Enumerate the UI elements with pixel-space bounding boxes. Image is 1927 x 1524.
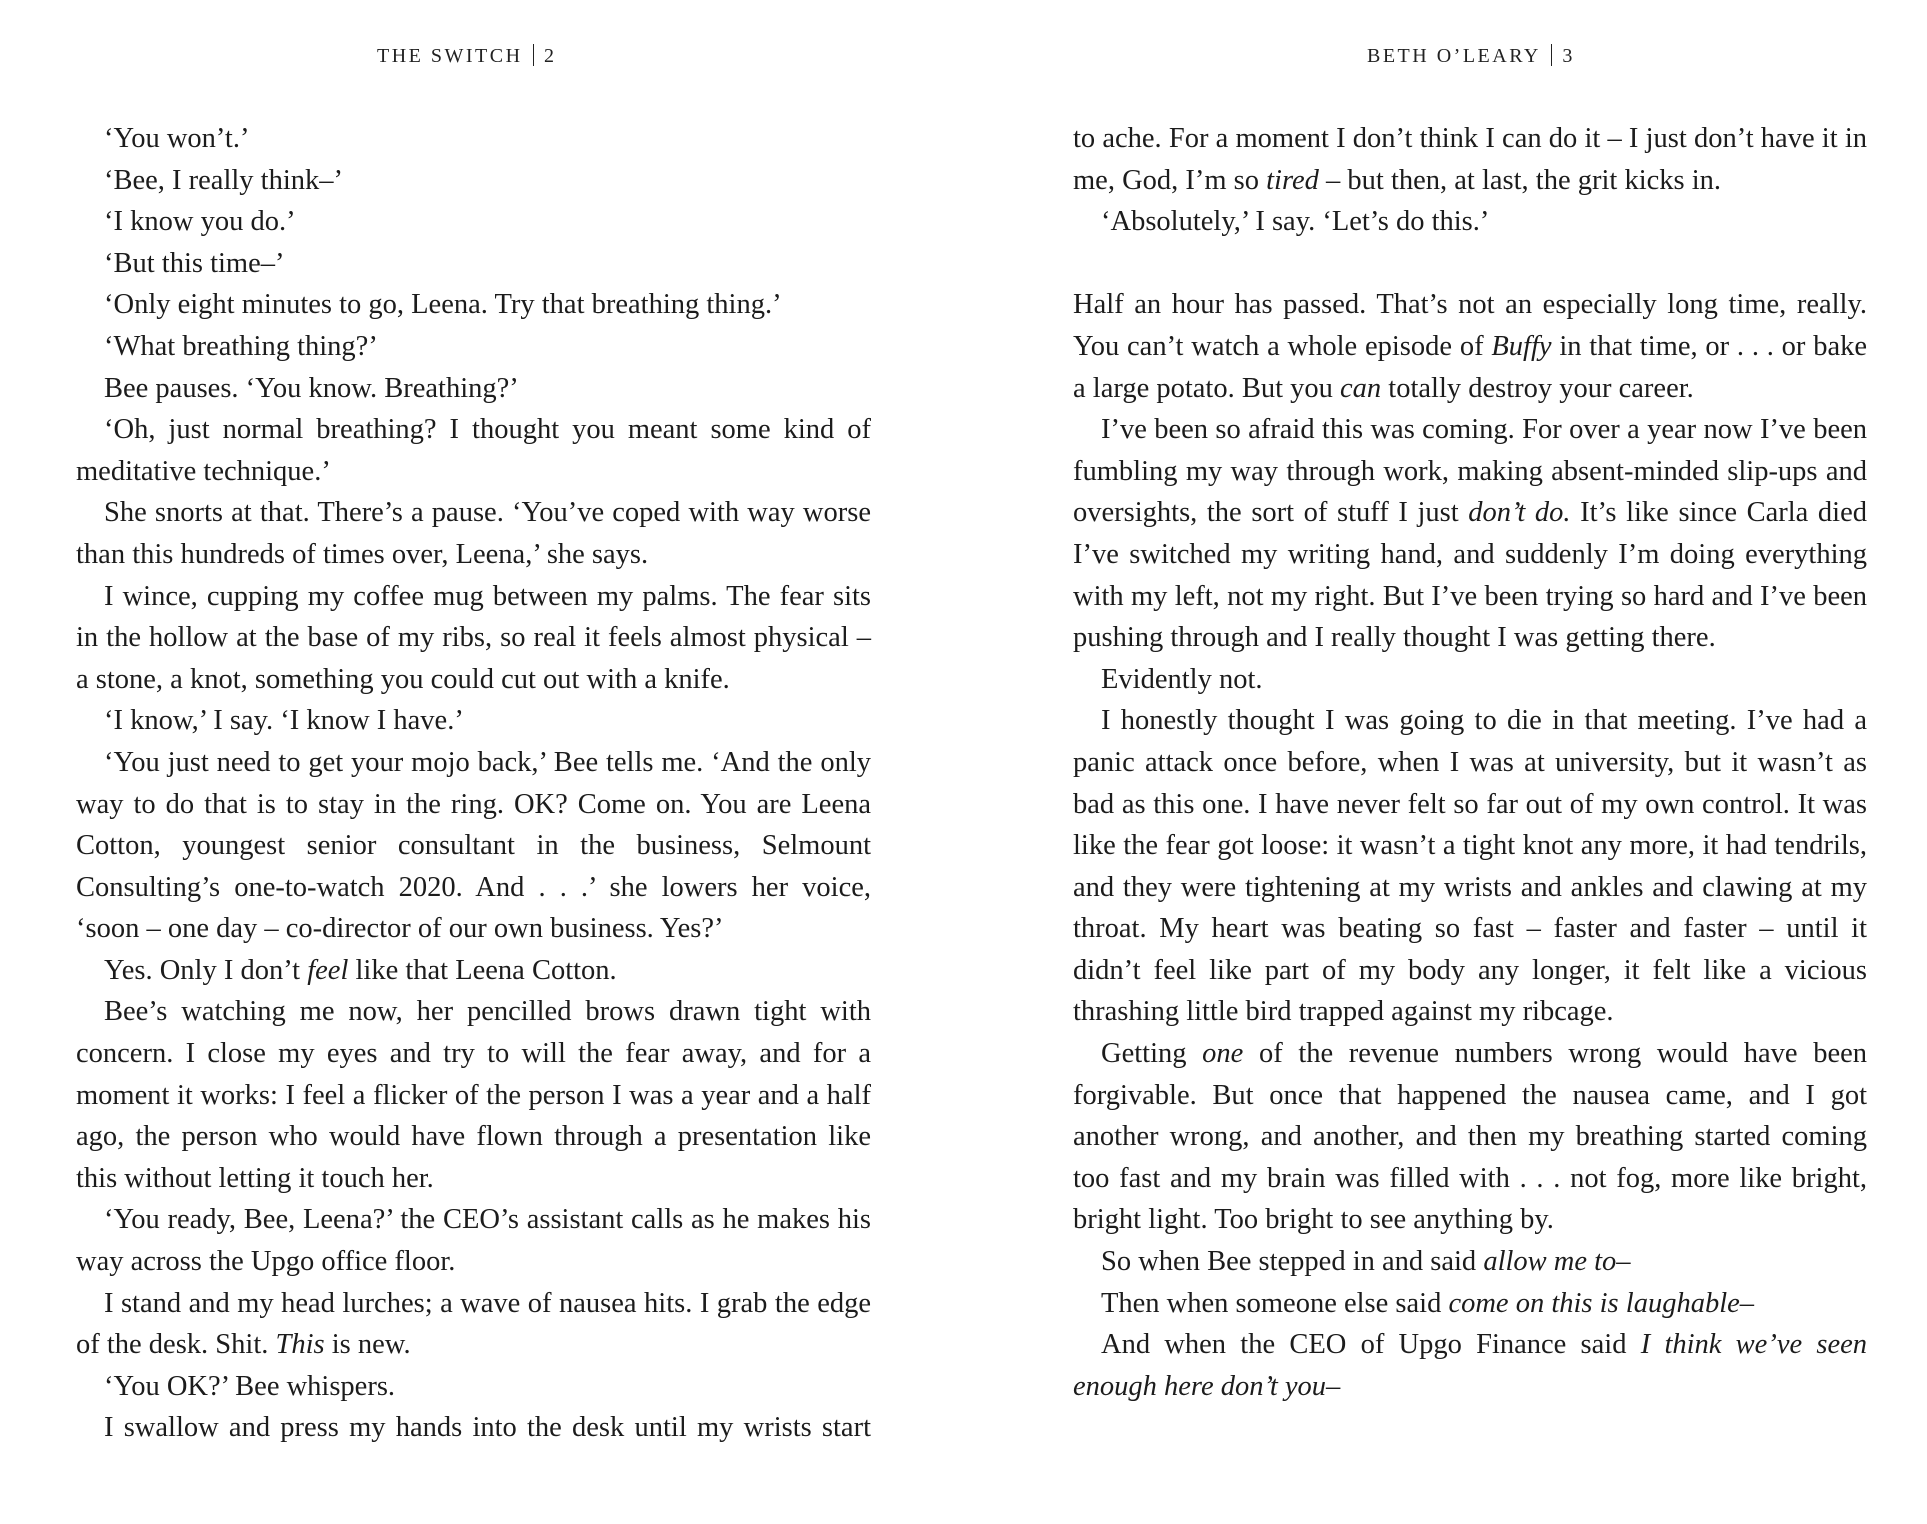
paragraph bbox=[76, 160, 871, 202]
italic-text: Buffy bbox=[1491, 330, 1552, 362]
paragraph bbox=[1073, 700, 1867, 1033]
body-text-right bbox=[1073, 118, 1867, 1407]
text-run: Yes. Only I don’t bbox=[104, 954, 308, 986]
italic-text: don’t do. bbox=[1468, 497, 1571, 529]
paragraph bbox=[76, 991, 871, 1199]
paragraph bbox=[76, 742, 871, 950]
italic-text: allow me to– bbox=[1483, 1246, 1631, 1278]
text-run: I swallow and press my hands into the desk until my wrists start bbox=[104, 1412, 871, 1444]
running-head-left bbox=[377, 44, 557, 68]
paragraph bbox=[76, 368, 871, 410]
italic-text: This bbox=[275, 1329, 325, 1361]
italic-text: one bbox=[1202, 1038, 1244, 1070]
right-page bbox=[963, 0, 1927, 1524]
italic-text: come on this is laughable– bbox=[1448, 1287, 1755, 1319]
text-run: totally destroy your career. bbox=[1381, 372, 1694, 404]
text-run: to ache. For a moment I don’t think I can do it – I just don’t have it in me, God, I’m so bbox=[1073, 123, 1867, 196]
text-run: So when Bee stepped in and said bbox=[1101, 1246, 1484, 1278]
paragraph bbox=[76, 409, 871, 492]
text-run: She snorts at that. There’s a pause. ‘You’ve coped with way worse than this hundreds of times over, Leena,’ she says. bbox=[76, 497, 871, 570]
book-title: THE SWITCH bbox=[377, 45, 523, 67]
italic-text: can bbox=[1340, 372, 1382, 404]
paragraph bbox=[76, 201, 871, 243]
paragraph bbox=[76, 576, 871, 701]
text-run: ‘I know,’ I say. ‘I know I have.’ bbox=[104, 705, 464, 737]
paragraph bbox=[1073, 1283, 1867, 1325]
text-run: ‘You OK?’ Bee whispers. bbox=[104, 1370, 396, 1402]
page-number: 3 bbox=[1562, 45, 1575, 67]
paragraph bbox=[1073, 1324, 1867, 1407]
page-number: 2 bbox=[544, 45, 557, 67]
paragraph bbox=[76, 1199, 871, 1282]
text-run: Getting bbox=[1101, 1038, 1203, 1070]
text-run: like that Leena Cotton. bbox=[348, 954, 617, 986]
text-run: I stand and my head lurches; a wave of nausea hits. I grab the edge of the desk. Shit. bbox=[76, 1287, 871, 1361]
paragraph bbox=[1073, 409, 1867, 659]
text-run: ‘But this time–’ bbox=[104, 247, 285, 279]
paragraph bbox=[76, 284, 871, 326]
paragraph bbox=[76, 950, 871, 992]
paragraph bbox=[1073, 201, 1867, 243]
paragraph bbox=[76, 1366, 871, 1408]
text-run: I wince, cupping my coffee mug between my palms. The fear sits in the hollow at the base of my ribs, so real it feels almost physical – a stone, a knot, something you could cut out with a knife. bbox=[76, 580, 871, 695]
text-run: ‘What breathing thing?’ bbox=[104, 330, 378, 362]
text-run: of the revenue numbers wrong would have been forgivable. But once that happened the nausea came, and I got another wrong, and another, and then my breathing started coming too fast and my brain was filled with . . . not fog, more like bright, bright light. Too bright to see anything by. bbox=[1073, 1038, 1867, 1236]
text-run: ‘Only eight minutes to go, Leena. Try that breathing thing.’ bbox=[104, 289, 782, 321]
paragraph bbox=[76, 1283, 871, 1366]
text-run: And when the CEO of Upgo Finance said bbox=[1101, 1329, 1641, 1361]
paragraph bbox=[76, 243, 871, 285]
italic-text: feel bbox=[307, 954, 349, 986]
italic-text: tired bbox=[1266, 164, 1319, 196]
text-run: ‘I know you do.’ bbox=[104, 206, 296, 238]
left-page bbox=[0, 0, 963, 1524]
paragraph bbox=[76, 118, 871, 160]
text-run: ‘Oh, just normal breathing? I thought you meant some kind of meditative technique.’ bbox=[76, 414, 871, 487]
text-run: ‘Absolutely,’ I say. ‘Let’s do this.’ bbox=[1101, 206, 1490, 238]
running-head-right bbox=[1367, 44, 1575, 68]
paragraph bbox=[76, 326, 871, 368]
text-run: – but then, at last, the grit kicks in. bbox=[1318, 164, 1722, 196]
text-run: is new. bbox=[324, 1329, 411, 1361]
text-run: in that time, or . . . or bake a large potato. But you bbox=[1073, 330, 1867, 404]
text-run: ‘You won’t.’ bbox=[104, 123, 250, 154]
text-run: ‘Bee, I really think–’ bbox=[104, 164, 343, 196]
paragraph bbox=[76, 492, 871, 575]
text-run: I honestly thought I was going to die in that meeting. I’ve had a panic attack once before, when I was at university, but it wasn’t as bad as this one. I have never felt so far out of my own control. It was like the fear got loose: it wasn’t a tight knot any more, it had tendrils, and they were tightening at my wrists and ankles and clawing at my throat. My heart was beating so fast – faster and faster – until it didn’t feel like part of my body any longer, it felt like a vicious thrashing little bird trapped against my ribcage. bbox=[1073, 705, 1867, 1028]
italic-text: I think we’ve seen enough here don’t you– bbox=[1073, 1329, 1867, 1402]
body-text-left bbox=[76, 118, 871, 1449]
text-run: Then when someone else said bbox=[1101, 1287, 1449, 1319]
author-name: BETH O’LEARY bbox=[1367, 45, 1541, 67]
text-run: ‘You just need to get your mojo back,’ Bee tells me. ‘And the only way to do that is to stay in the ring. OK? Come on. You are Leena Cotton, youngest senior consultant in the business, Selmount Consulting’s one-to-watch 2020. And . . .’ she lowers her voice, ‘soon – one day – co-director of our own business. Yes?’ bbox=[76, 746, 871, 945]
text-run: It’s like since Carla died I’ve switched my writing hand, and suddenly I’m doing everything with my left, not my right. But I’ve been trying so hard and I’ve been pushing through and I really thought I was getting there. bbox=[1073, 497, 1867, 654]
text-run: ‘You ready, Bee, Leena?’ the CEO’s assistant calls as he makes his way across the Upgo office floor. bbox=[76, 1204, 871, 1278]
paragraph bbox=[1073, 1241, 1867, 1283]
paragraph bbox=[1073, 118, 1867, 201]
header-separator bbox=[1551, 44, 1553, 66]
text-run: Bee pauses. ‘You know. Breathing?’ bbox=[104, 372, 519, 404]
text-run: Bee’s watching me now, her pencilled brows drawn tight with concern. I close my eyes and try to will the fear away, and for a moment it works: I feel a flicker of the person I was a year and a half ago, the person who would have flown through a presentation like this without letting it touch her. bbox=[76, 996, 871, 1194]
text-run: Half an hour has passed. That’s not an especially long time, really. You can’t watch a whole episode of bbox=[1073, 289, 1867, 362]
text-run: I’ve been so afraid this was coming. For over a year now I’ve been fumbling my way through work, making absent-minded slip-ups and oversights, the sort of stuff I just bbox=[1073, 414, 1867, 529]
text-run: Evidently not. bbox=[1101, 663, 1263, 695]
header-separator bbox=[533, 44, 535, 66]
paragraph bbox=[1073, 659, 1867, 701]
paragraph bbox=[1073, 1033, 1867, 1241]
paragraph bbox=[76, 700, 871, 742]
paragraph bbox=[1073, 284, 1867, 409]
paragraph bbox=[76, 1407, 871, 1449]
